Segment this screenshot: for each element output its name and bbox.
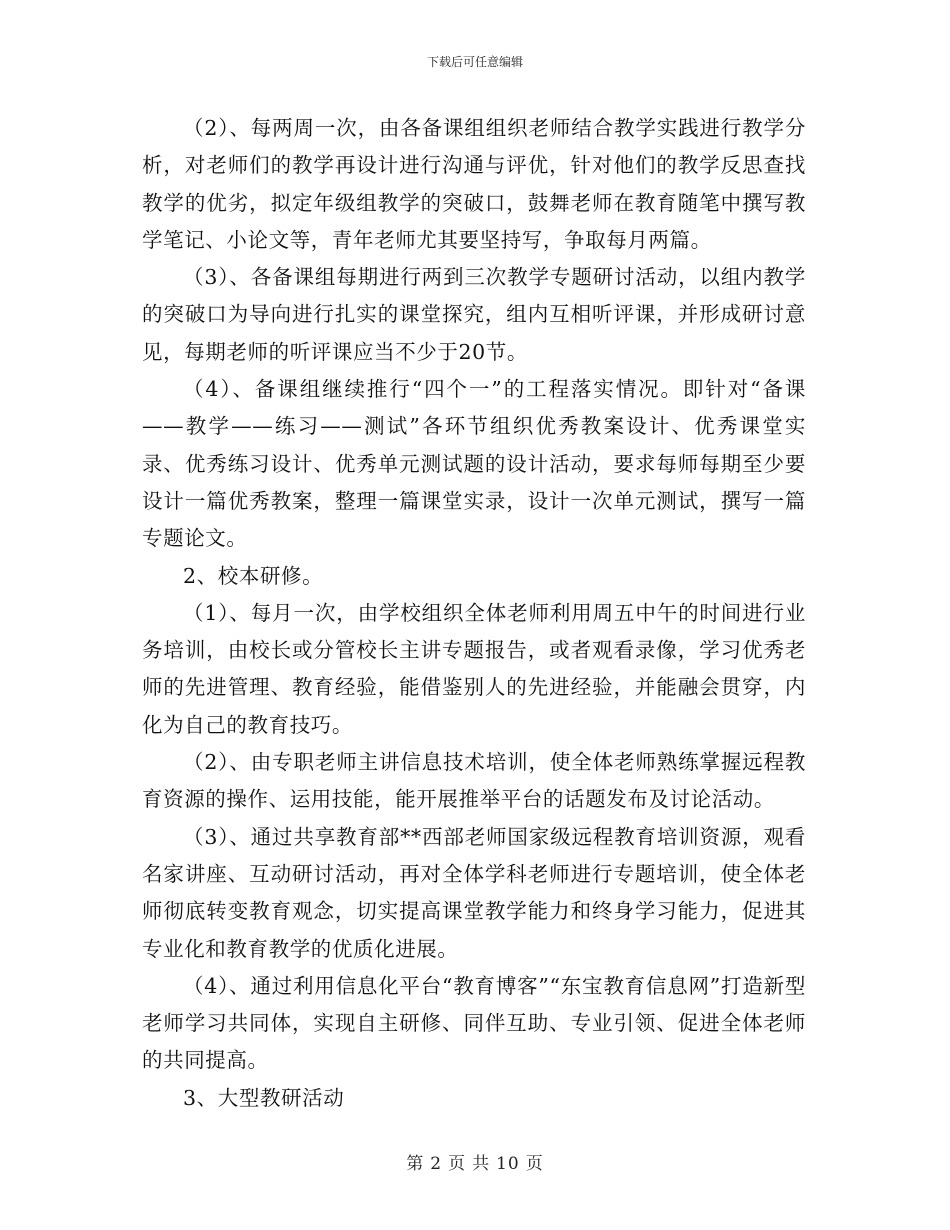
- paragraph-3-3: （3）、通过共享教育部**西部老师国家级远程教育培训资源，观看名家讲座、互动研讨活动，再对全体学科老师进行专题培训，使全体老师彻底转变教育观念，切实提高课堂教学能力和终身学习能力，促进其专业化和教育教学的优质化进展。: [142, 824, 806, 961]
- paragraph-3-4: （4）、通过利用信息化平台“教育博客”“东宝教育信息网”打造新型老师学习共同体，实现自主研修、同伴互助、专业引领、促进全体老师的共同提高。: [142, 973, 806, 1073]
- footer-current-page: 2: [430, 1154, 443, 1174]
- document-body: [142, 110, 806, 1117]
- page-header: [0, 54, 950, 70]
- section-heading-large-activities: 3、大型教研活动: [183, 1085, 345, 1110]
- paragraph-2-2: （2）、每两周一次，由各备课组组织老师结合教学实践进行教学分析，对老师们的教学再设计进行沟通与评优，针对他们的教学反思查找教学的优劣，拟定年级组教学的突破口，鼓舞老师在教育随笔中撰写教学笔记、小论文等，青年老师尤其要坚持写，争取每月两篇。: [142, 116, 806, 252]
- paragraph-2-3: （3）、各备课组每期进行两到三次教学专题研讨活动，以组内教学的突破口为导向进行扎实的课堂探究，组内互相听评课，并形成研讨意见，每期老师的听评课应当不少于20节。: [142, 265, 806, 364]
- footer-prefix: 第: [406, 1154, 425, 1174]
- section-heading-school-research: 2、校本研修。: [183, 563, 324, 588]
- footer-total-pages: 10: [496, 1154, 520, 1174]
- footer-page-word: 页: [448, 1154, 467, 1174]
- page-footer: [0, 1153, 950, 1175]
- footer-total-word: 共: [472, 1154, 491, 1174]
- paragraph-3-2: （2）、由专职老师主讲信息技术培训，使全体老师熟练掌握远程教育资源的操作、运用技能，能开展推举平台的话题发布及讨论活动。: [142, 750, 806, 812]
- header-note: 下载后可任意编辑: [426, 55, 523, 69]
- footer-suffix: 页: [525, 1154, 544, 1174]
- paragraph-3-1: （1）、每月一次，由学校组织全体老师利用周五中午的时间进行业务培训，由校长或分管校长主讲专题报告，或者观看录像，学习优秀老师的先进管理、教育经验，能借鉴别人的先进经验，并能融会贯穿，内化为自己的教育技巧。: [142, 600, 806, 737]
- paragraph-2-4: （4）、备课组继续推行“四个一”的工程落实情况。即针对“备课——教学——练习——测试”各环节组织优秀教案设计、优秀课堂实录、优秀练习设计、优秀单元测试题的设计活动，要求每师每期至少要设计一篇优秀教案，整理一篇课堂实录，设计一次单元测试，撰写一篇专题论文。: [142, 377, 806, 551]
